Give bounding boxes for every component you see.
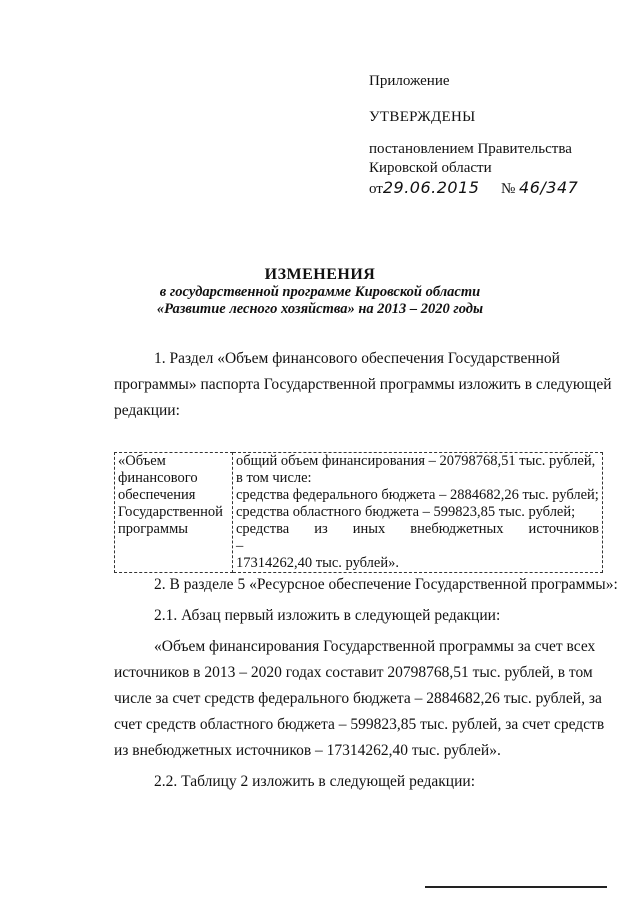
section-1-line: редакции:: [114, 402, 180, 419]
footer-rule: [425, 886, 607, 888]
section-2-heading: 2. В разделе 5 «Ресурсное обеспечение Государственной программы»:: [154, 576, 618, 593]
date-prefix: от: [369, 181, 383, 197]
quote-line: «Объем финансирования Государственной программы за счет всех: [154, 638, 596, 655]
quote-line: счет средств областного бюджета – 599823,85 тыс. рублей, за счет средств: [114, 716, 605, 733]
value-line: средства областного бюджета – 599823,85 тыс. рублей;: [236, 504, 576, 520]
value-line: 17314262,40 тыс. рублей».: [236, 555, 399, 571]
section-1-paragraph: [114, 346, 612, 424]
quote-line: числе за счет средств федерального бюджета – 2884682,26 тыс. рублей, за: [114, 690, 602, 707]
table-row: [115, 453, 603, 573]
decree-date-number: [369, 178, 578, 199]
table-label-cell: [115, 453, 233, 573]
label-line: обеспечения: [118, 487, 196, 503]
financing-table: [114, 452, 603, 573]
label-line: «Объем: [118, 453, 166, 469]
decree-line-1: постановлением Правительства: [369, 141, 572, 157]
document-title: ИЗМЕНЕНИЯ: [264, 266, 376, 283]
value-line: средства федерального бюджета – 2884682,26 тыс. рублей;: [236, 487, 599, 503]
section-2: [114, 572, 618, 795]
quote-line: источников в 2013 – 2020 годах составит 20798768,51 тыс. рублей, в том: [114, 664, 593, 681]
section-1-line: 1. Раздел «Объем финансового обеспечения Государственной: [154, 350, 560, 367]
handwritten-number: 46/347: [519, 178, 579, 197]
label-line: Государственной: [118, 504, 223, 520]
section-2-1: 2.1. Абзац первый изложить в следующей редакции:: [154, 607, 501, 624]
handwritten-date: 29.06.2015: [382, 178, 480, 197]
quote-line: из внебюджетных источников – 17314262,40 тыс. рублей».: [114, 742, 501, 759]
value-line: средства из иных внебюджетных источников –: [236, 521, 599, 554]
appendix-label: Приложение: [369, 73, 450, 89]
document-title-block: [100, 266, 540, 318]
approved-label: УТВЕРЖДЕНЫ: [369, 109, 476, 125]
section-2-2: 2.2. Таблицу 2 изложить в следующей редакции:: [154, 773, 475, 790]
decree-line-2: Кировской области: [369, 160, 492, 176]
number-sign: №: [500, 181, 516, 197]
title-line-1: в государственной программе Кировской области: [159, 284, 481, 300]
value-line: в том числе:: [236, 470, 312, 486]
table-value-cell: [233, 453, 603, 573]
section-1-line: программы» паспорта Государственной программы изложить в следующей: [114, 376, 612, 393]
label-line: программы: [118, 521, 188, 537]
title-line-2: «Развитие лесного хозяйства» на 2013 – 2020 годы: [156, 301, 484, 317]
value-line: общий объем финансирования – 20798768,51 тыс. рублей,: [236, 453, 596, 469]
label-line: финансового: [118, 470, 198, 486]
quote-paragraph: [114, 634, 605, 764]
